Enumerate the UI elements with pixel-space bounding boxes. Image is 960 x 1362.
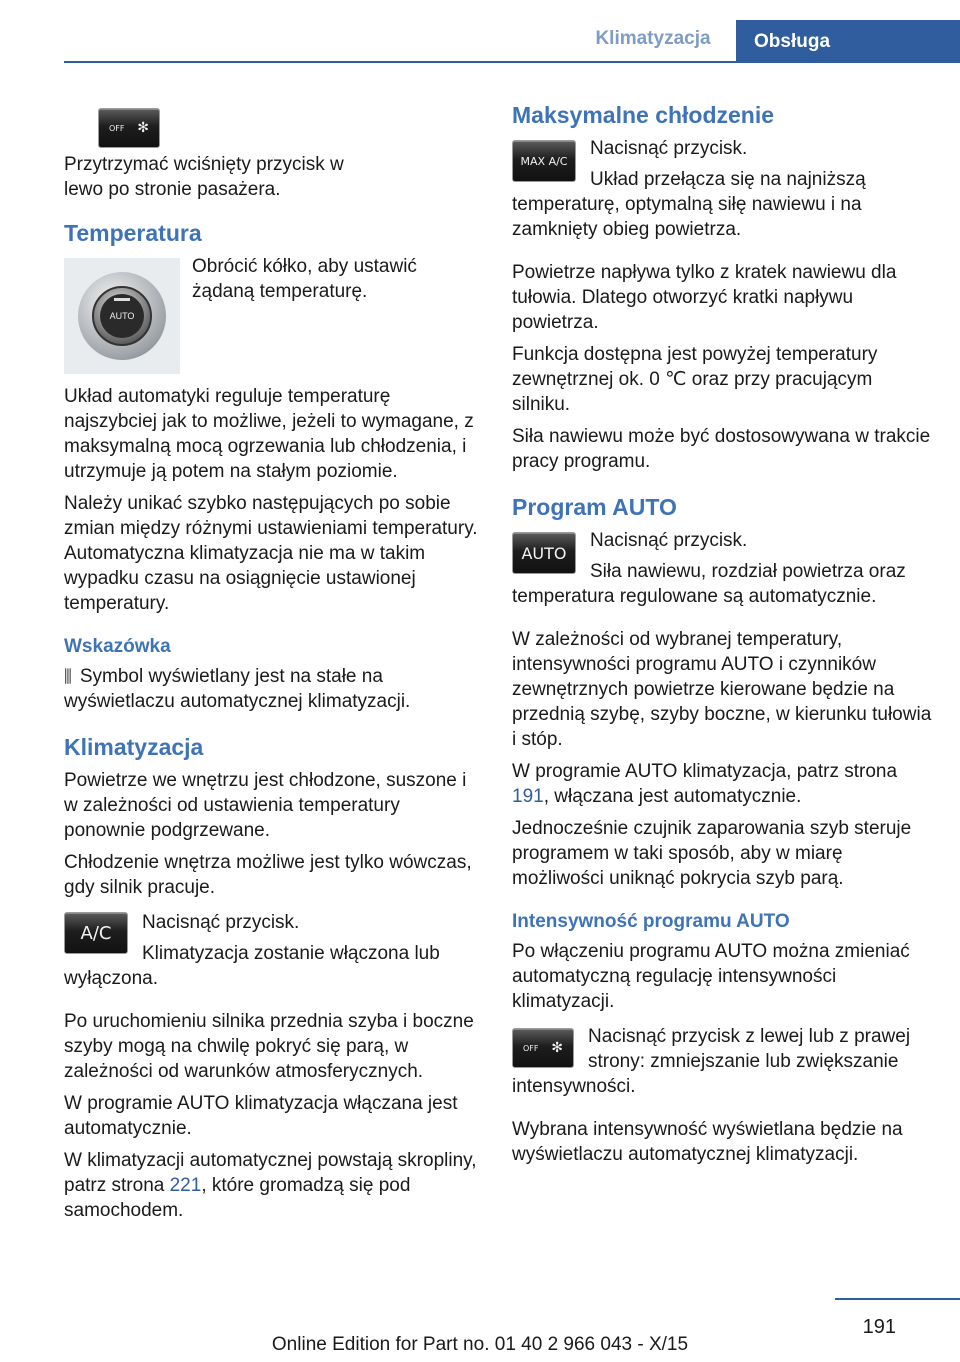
intensity-paragraph-1: Po włączeniu programu AUTO można zmieniać automatyczną regulację intensywności klimatyzacji. <box>512 941 910 1012</box>
max-press-text: Nacisnąć przycisk. <box>590 138 748 159</box>
right-column <box>512 100 932 1174</box>
max-paragraph-3: Siła nawiewu może być dostosowywana w trakcie pracy programu. <box>512 426 931 472</box>
max-paragraph-1: Powietrze napływa tylko z kratek nawiewu dla tułowia. Dlatego otworzyć kratki napływu powietrza. <box>512 262 897 333</box>
intensity-button-block <box>64 100 482 202</box>
ac-paragraph-3: Po uruchomieniu silnika przednia szyba i boczne szyby mogą na chwilę pokryć się parą, w zależności od warunków atmosferycznych. <box>64 1011 474 1082</box>
page-link-221[interactable]: 221 <box>169 1175 202 1196</box>
max-ac-button-image: MAX A/C <box>512 140 576 182</box>
ac-paragraph-4: W programie AUTO klimatyzacja włączana jest automatycznie. <box>64 1093 458 1139</box>
intensity-heading: Intensywność programu AUTO <box>512 911 790 932</box>
hint-text-row <box>64 664 482 714</box>
auto-paragraph-2: W programie AUTO klimatyzacja, patrz strona 191, włączana jest automatycznie. <box>512 761 898 807</box>
page-link-191[interactable]: 191 <box>512 786 544 807</box>
intensity-press-text: Nacisnąć przycisk z lewej lub z prawej strony: zmniejszanie lub zwiększanie intensywności. <box>512 1026 911 1097</box>
intensity-button-image: OFF ✻ <box>512 1028 574 1068</box>
temperature-text: Obrócić kółko, aby ustawić żądaną temperaturę. <box>192 256 417 302</box>
temperature-heading: Temperatura <box>64 220 202 246</box>
auto-paragraph-3: Jednocześnie czujnik zaparowania szyb steruje programem w taki sposób, aby w miarę możliwości uniknąć pokrycia szyb parą. <box>512 818 912 889</box>
hint-text: Symbol wyświetlany jest na stałe na wyświetlaczu automatycznej klimatyzacji. <box>64 666 411 712</box>
ac-heading: Klimatyzacja <box>64 734 204 760</box>
auto-program-heading: Program AUTO <box>512 494 677 520</box>
intro-text: Przytrzymać wciśnięty przycisk w lewo po stronie pasażera. <box>64 154 344 200</box>
intensity-paragraph-2: Wybrana intensywność wyświetlana będzie na wyświetlaczu automatycznej klimatyzacji. <box>512 1119 903 1165</box>
temp-paragraph-2: Należy unikać szybko następujących po sobie zmian między różnymi ustawieniami temperatury. Automatyczna klimatyzacja nie ma w takim wypadku czasu na osiągnięcie ustawionej temperatury. <box>64 493 478 614</box>
ac-button-image: A/C <box>64 912 128 954</box>
hint-heading: Wskazówka <box>64 636 171 657</box>
off-label: OFF <box>109 123 125 133</box>
max-paragraph-2: Funkcja dostępna jest powyżej temperatury zewnętrznej ok. 0 ℃ oraz przy pracującym silniku. <box>512 344 878 415</box>
auto-press-text: Nacisnąć przycisk. <box>590 530 748 551</box>
ac-paragraph-1: Powietrze we wnętrzu jest chłodzone, suszone i w zależności od ustawienia temperatury ponownie podgrzewane. <box>64 770 467 841</box>
fan-icon: ✻ <box>137 119 149 136</box>
header-chapter-tab: Obsługa <box>736 20 960 62</box>
temperature-knob-image <box>64 258 180 374</box>
ac-press-text: Nacisnąć przycisk. <box>142 912 300 933</box>
header-section-title: Klimatyzacja <box>595 28 711 49</box>
ac-paragraph-2: Chłodzenie wnętrza możliwe jest tylko wówczas, gdy silnik pracuje. <box>64 852 472 898</box>
edition-footer: Online Edition for Part no. 01 40 2 966 043 - X/15 <box>271 1334 689 1355</box>
auto-paragraph-1: W zależności od wybranej temperatury, intensywności programu AUTO i czynników zewnętrznych powietrze kierowane będzie na przednią szybę, szyby boczne, w kierunku tułowia i stóp. <box>512 629 932 750</box>
max-cooling-heading: Maksymalne chłodzenie <box>512 102 775 128</box>
footer-rule <box>835 1298 960 1300</box>
climate-intensity-button-image <box>98 108 160 148</box>
fan-icon: ✻ <box>551 1039 563 1056</box>
auto-text: Siła nawiewu, rozdział powietrza oraz temperatura regulowane są automatycznie. <box>512 561 906 607</box>
auto-button-image: AUTO <box>512 532 576 574</box>
temp-paragraph-1: Układ automatyki reguluje temperaturę najszybciej jak to możliwe, jeżeli to wymagane, z maksymalną mocą ogrzewania lub chłodzenia, i utrzymuje ją potem na stałym poziomie. <box>64 386 474 482</box>
page-number: 191 <box>862 1316 896 1338</box>
ac-toggle-text: Klimatyzacja zostanie włączona lub wyłączona. <box>64 943 440 989</box>
knob-auto-label: AUTO <box>100 294 144 338</box>
left-column <box>64 100 482 1230</box>
header-rule <box>64 61 960 63</box>
max-text: Układ przełącza się na najniższą temperaturę, optymalną siłę nawiewu i na zamknięty obieg powietrza. <box>512 169 866 240</box>
windshield-defrost-icon: ⫼ <box>64 667 72 686</box>
ac-paragraph-5: W klimatyzacji automatycznej powstają skropliny, patrz strona 221, które gromadzą się pod samochodem. <box>64 1150 477 1221</box>
